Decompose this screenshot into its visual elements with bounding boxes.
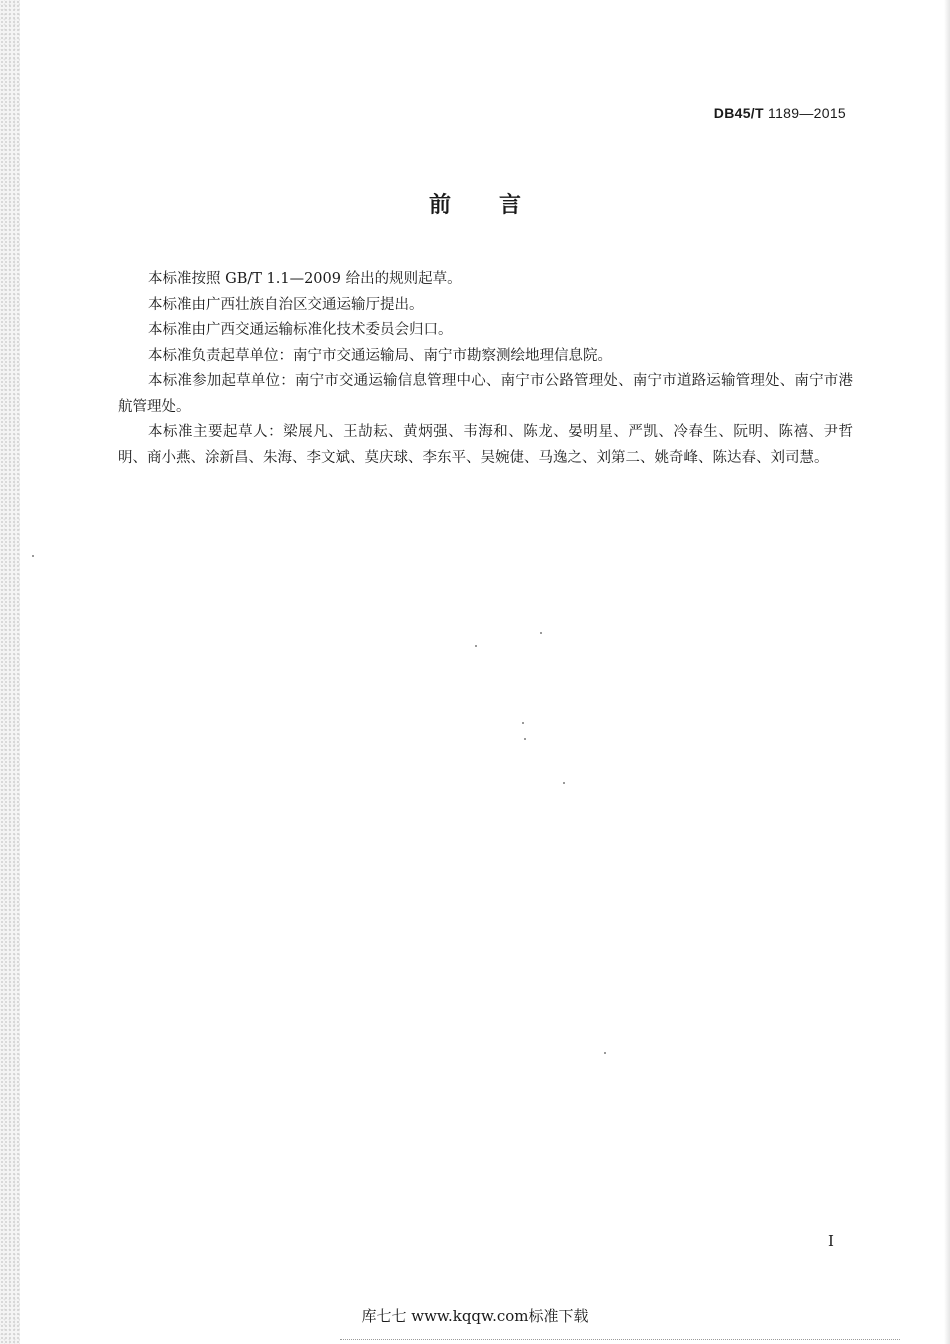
scan-speck [475, 645, 477, 647]
footer-watermark: 库七七 www.kqqw.com标准下载 [361, 1307, 589, 1325]
standard-code-suffix: 1189—2015 [768, 105, 846, 121]
title-char-1: 前 [428, 193, 451, 218]
title-char-2: 言 [499, 193, 522, 218]
paragraph-drafting-rules: 本标准按照 GB/T 1.1—2009 给出的规则起草。 [148, 271, 462, 287]
paragraph-centralized-unit: 本标准由广西交通运输标准化技术委员会归口。 [148, 322, 453, 338]
paragraph-responsible-units: 本标准负责起草单位：南宁市交通运输局、南宁市勘察测绘地理信息院。 [148, 347, 612, 364]
paragraph-proposer: 本标准由广西壮族自治区交通运输厅提出。 [148, 296, 424, 313]
foreword-body [118, 267, 853, 471]
scan-speck [522, 722, 524, 724]
paragraph-main-drafters: 本标准主要起草人：梁展凡、王劼耘、黄炳强、韦海和、陈龙、晏明星、严凯、冷春生、阮明、陈禧、尹哲明、商小燕、涂新昌、朱海、李文斌、莫庆球、李东平、吴婉倢、马逸之、刘第二、姚奇峰、陈达春、刘司慧。 [118, 424, 853, 466]
scan-speck [540, 632, 542, 634]
page-title [0, 188, 950, 219]
scan-speck [524, 738, 526, 740]
standard-code-prefix: DB45/T [713, 105, 764, 121]
page-number: I [828, 1232, 834, 1250]
standard-code [714, 105, 846, 121]
scan-speck [604, 1052, 606, 1054]
scan-speck [32, 555, 34, 557]
scan-bottom-edge [340, 1339, 900, 1342]
paragraph-participating-units: 本标准参加起草单位：南宁市交通运输信息管理中心、南宁市公路管理处、南宁市道路运输管理处、南宁市港航管理处。 [118, 373, 853, 415]
scan-speck [563, 782, 565, 784]
